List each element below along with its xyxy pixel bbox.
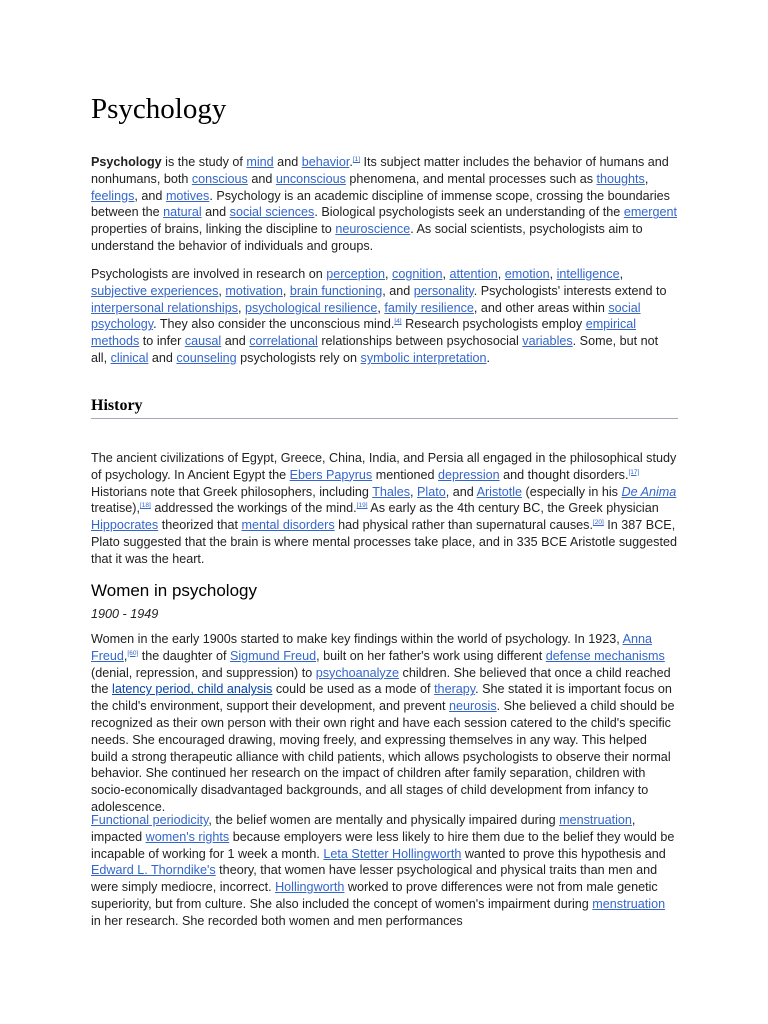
link-natural[interactable]: natural xyxy=(163,205,202,220)
link-de-anima[interactable]: De Anima xyxy=(621,484,677,499)
section-heading-women: Women in psychology xyxy=(91,581,257,600)
text: mentioned xyxy=(372,467,439,482)
link-feelings[interactable]: feelings xyxy=(91,188,135,203)
link-emotion[interactable]: emotion xyxy=(504,267,550,281)
text: , and other areas within xyxy=(473,300,609,315)
text: wanted to prove this hypothesis and xyxy=(461,846,666,861)
text: phenomena, and mental processes such as xyxy=(345,171,597,186)
link-thoughts[interactable]: thoughts xyxy=(596,171,645,186)
intro-paragraph xyxy=(91,154,681,255)
text: . They also consider the unconscious mind. xyxy=(153,317,395,332)
text: is the study of xyxy=(161,155,247,169)
link-variables[interactable]: variables xyxy=(522,334,573,349)
text: . Psychologists' interests extend to xyxy=(473,283,667,298)
text: and xyxy=(201,205,230,220)
text: In 387 BCE, Plato suggested that the brain is where mental processes take place, and in 335 BCE Aristotle suggested that it was the heart. xyxy=(91,518,677,566)
link-latency-period-child-analysis[interactable]: latency period, child analysis xyxy=(112,682,273,697)
heading-divider xyxy=(91,418,678,419)
text: The ancient civilizations of Egypt, Greece, China, India, and Persia all engaged in the philosophical study of psychology. In Ancient Egypt the xyxy=(91,451,677,482)
link-emergent[interactable]: emergent xyxy=(623,205,678,220)
women-paragraph-1 xyxy=(91,631,676,816)
text: , xyxy=(218,283,226,298)
text: . Biological psychologists seek an understanding of the xyxy=(314,205,624,220)
link-social-sciences[interactable]: social sciences xyxy=(229,205,315,220)
link-mind[interactable]: mind xyxy=(246,155,274,169)
link-conscious[interactable]: conscious xyxy=(191,171,248,186)
link-personality[interactable]: personality xyxy=(413,283,474,298)
text: . xyxy=(349,155,353,169)
link-ebers-papyrus[interactable]: Ebers Papyrus xyxy=(289,467,373,482)
text: to infer xyxy=(139,334,185,349)
link-brain-functioning[interactable]: brain functioning xyxy=(289,283,383,298)
history-paragraph xyxy=(91,450,681,568)
text: , xyxy=(497,267,505,281)
text: and xyxy=(273,155,302,169)
citation-link[interactable]: [1] xyxy=(352,155,361,163)
link-neuroscience[interactable]: neuroscience xyxy=(335,222,411,237)
link-correlational[interactable]: correlational xyxy=(249,334,318,349)
text: the daughter of xyxy=(138,648,230,663)
text: , xyxy=(442,267,450,281)
link-therapy[interactable]: therapy xyxy=(434,682,476,697)
text: Psychologists are involved in research on xyxy=(91,267,327,281)
text: and xyxy=(247,171,276,186)
link-womens-rights[interactable]: women's rights xyxy=(145,829,230,844)
text: Research psychologists employ xyxy=(401,317,586,332)
link-hollingworth[interactable]: Hollingworth xyxy=(275,880,345,895)
link-plato[interactable]: Plato xyxy=(417,484,446,499)
text: , xyxy=(123,648,128,663)
citation-link[interactable]: [4] xyxy=(394,318,402,326)
link-edward-thorndike[interactable]: Edward L. Thorndike's xyxy=(91,863,216,878)
link-symbolic-interpretation[interactable]: symbolic interpretation xyxy=(360,350,487,365)
text: , xyxy=(238,300,246,315)
text: theory, that women have lesser psychological and physical traits than men and were simply mediocre, incorrect. xyxy=(91,863,658,895)
text: could be used as a mode of xyxy=(272,682,435,697)
text: . Some, but not all, xyxy=(91,334,659,365)
text: , impacted xyxy=(91,813,636,844)
women-paragraph-2 xyxy=(91,812,676,930)
text: , built on her father's work using different xyxy=(316,648,546,663)
link-intelligence[interactable]: intelligence xyxy=(556,267,620,281)
link-empirical-methods[interactable]: empirical methods xyxy=(91,317,637,349)
text: in her research. She recorded both women and men performances xyxy=(91,913,463,928)
text: treatise), xyxy=(91,501,140,516)
text: relationships between psychosocial xyxy=(317,334,523,349)
link-psychoanalyze[interactable]: psychoanalyze xyxy=(315,665,400,680)
text: , and xyxy=(382,283,414,298)
text: , xyxy=(410,484,418,499)
link-unconscious[interactable]: unconscious xyxy=(275,171,346,186)
text: , xyxy=(619,267,624,281)
link-leta-stetter-hollingworth[interactable]: Leta Stetter Hollingworth xyxy=(323,846,462,861)
text: . xyxy=(486,350,491,365)
text: theorized that xyxy=(158,518,242,533)
link-menstruation[interactable]: menstruation xyxy=(559,813,632,827)
link-anna-freud[interactable]: Anna Freud xyxy=(91,632,652,663)
link-depression[interactable]: depression xyxy=(438,467,500,482)
link-causal[interactable]: causal xyxy=(184,334,222,349)
link-motivation[interactable]: motivation xyxy=(225,283,283,298)
link-thales[interactable]: Thales xyxy=(372,484,411,499)
citation-link[interactable]: [60] xyxy=(127,649,139,657)
text: . She stated it is important focus on the child's environment, support their development, and prevent xyxy=(91,682,672,714)
link-cognition[interactable]: cognition xyxy=(392,267,443,281)
citation-link[interactable]: [17] xyxy=(628,468,640,476)
link-perception[interactable]: perception xyxy=(326,267,386,281)
text: and xyxy=(221,334,250,349)
link-sigmund-freud[interactable]: Sigmund Freud xyxy=(229,648,317,663)
text: had physical rather than supernatural causes. xyxy=(334,518,593,533)
link-attention[interactable]: attention xyxy=(449,267,498,281)
text: properties of brains, linking the discipline to xyxy=(91,222,336,237)
bold-term: Psychology xyxy=(91,155,162,169)
text: . As social scientists, psychologists aim to understand the behavior of individuals and groups. xyxy=(91,222,643,253)
text: As early as the 4th century BC, the Greek physician xyxy=(367,501,659,516)
text: . She believed a child should be recognized as their own person with their own right and have each session catered to the child's specific needs. She encouraged drawing, moving freely, and expressing themselves in any way. This helped build a strong therapeutic alliance with child patients, which allows psychologists to observe their normal behavior. She continued her research on the impact of children after family separation, children with socio-economically disadvantaged backgrounds, and all stages of child development from infancy to adolescence. xyxy=(91,699,675,814)
link-neurosis[interactable]: neurosis xyxy=(449,699,497,714)
citation-link[interactable]: [18] xyxy=(140,502,151,510)
text: and thought disorders. xyxy=(499,467,629,482)
text: , xyxy=(644,171,649,186)
link-aristotle[interactable]: Aristotle xyxy=(476,484,523,499)
research-paragraph xyxy=(91,266,671,367)
link-psychological-resilience[interactable]: psychological resilience xyxy=(245,300,378,315)
text: , the belief women are mentally and physically impaired during xyxy=(208,813,560,827)
text: children. She believed that once a child reached the xyxy=(91,665,671,697)
text: worked to prove differences were not from male genetic superiority, but from culture. She also included the concept of women's impairment during xyxy=(91,880,658,911)
link-menstruation[interactable]: menstruation xyxy=(592,896,666,911)
text: and xyxy=(148,350,177,365)
link-interpersonal-relationships[interactable]: interpersonal relationships xyxy=(91,300,239,315)
text: (especially in his xyxy=(522,484,622,499)
text: , xyxy=(549,267,557,281)
text: addressed the workings of the mind. xyxy=(150,501,357,516)
text: Historians note that Greek philosophers, including xyxy=(91,484,373,499)
link-hippocrates[interactable]: Hippocrates xyxy=(91,518,159,533)
text: because employers were less likely to hire them due to the belief they would be incapable of working for 1 week a month. xyxy=(91,829,675,861)
link-behavior[interactable]: behavior xyxy=(301,155,350,169)
link-social-psychology[interactable]: social psychology xyxy=(91,300,641,332)
section-subheading-period: 1900 - 1949 xyxy=(91,607,159,621)
link-clinical[interactable]: clinical xyxy=(110,350,149,365)
text: Its subject matter includes the behavior of humans and nonhumans, both xyxy=(91,155,669,186)
citation-link[interactable]: [20] xyxy=(592,519,604,526)
link-functional-periodicity[interactable]: Functional periodicity xyxy=(91,813,209,827)
text: Women in the early 1900s started to make key findings within the world of psychology. In 1923, xyxy=(91,632,623,646)
page-title: Psychology xyxy=(91,93,227,125)
text: (denial, repression, and suppression) to xyxy=(91,665,316,680)
link-defense-mechanisms[interactable]: defense mechanisms xyxy=(545,648,665,663)
text: psychologists rely on xyxy=(236,350,361,365)
text: , and xyxy=(134,188,166,203)
text: , xyxy=(385,267,393,281)
text: . Psychology is an academic discipline of immense scope, crossing the boundaries between the xyxy=(91,188,670,220)
text: , and xyxy=(445,484,477,499)
section-heading-history: History xyxy=(91,397,143,414)
link-mental-disorders[interactable]: mental disorders xyxy=(241,518,335,533)
text: , xyxy=(377,300,385,315)
text: , xyxy=(282,283,290,298)
link-subjective-experiences[interactable]: subjective experiences xyxy=(91,283,219,298)
link-counseling[interactable]: counseling xyxy=(176,350,237,365)
link-family-resilience[interactable]: family resilience xyxy=(384,300,474,315)
link-motives[interactable]: motives xyxy=(165,188,210,203)
citation-link[interactable]: [19] xyxy=(356,502,368,510)
